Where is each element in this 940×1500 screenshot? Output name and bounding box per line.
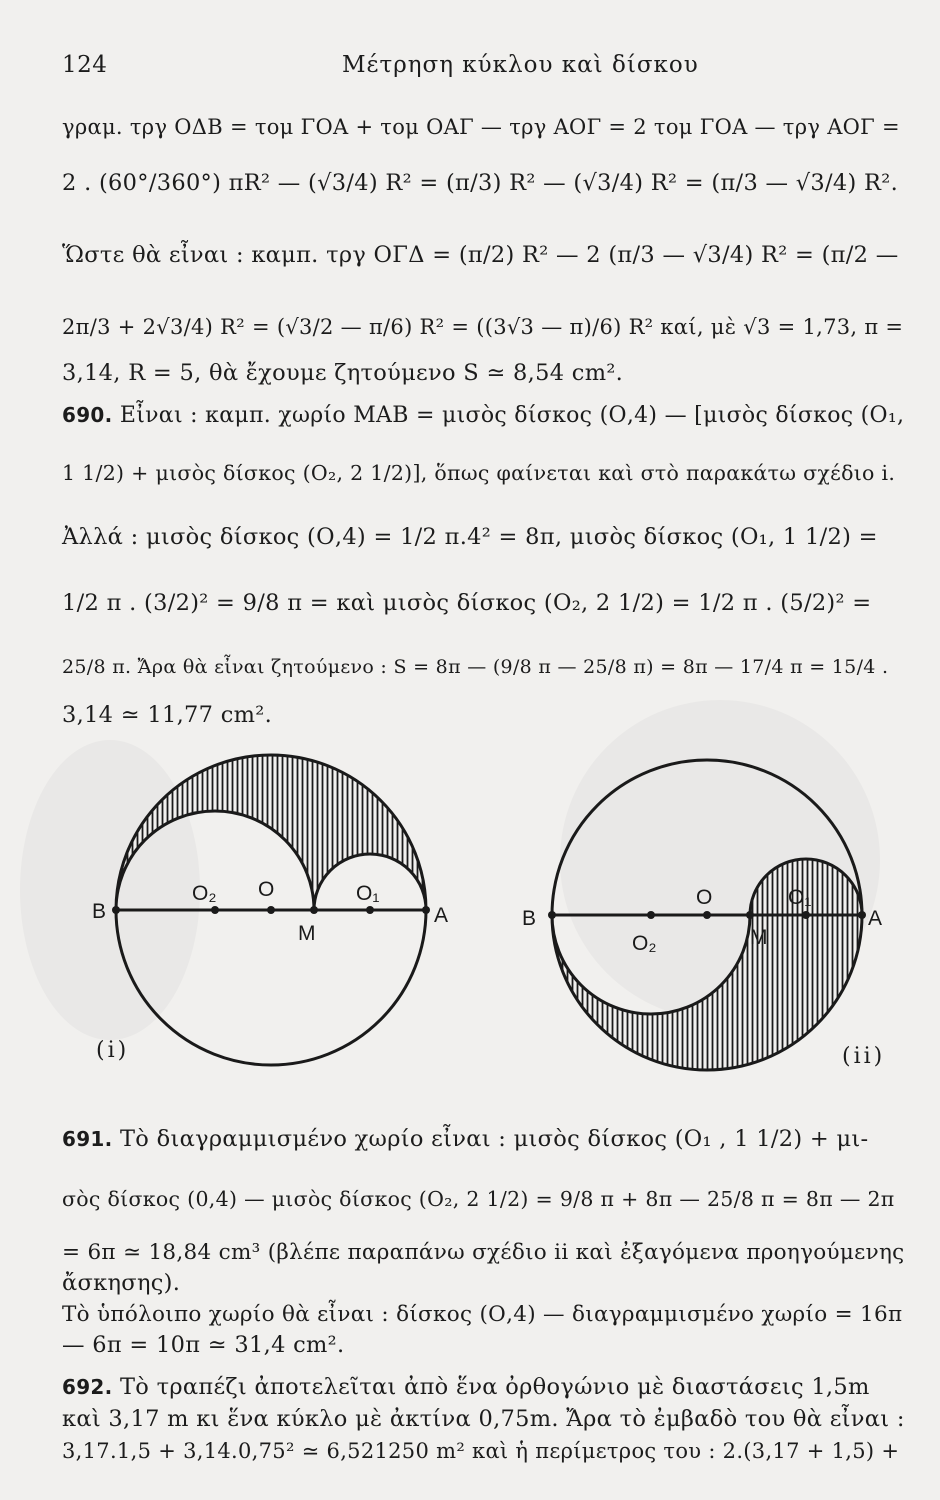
label-b: B bbox=[522, 907, 537, 930]
label-m: M bbox=[298, 922, 316, 945]
running-title: Μέτρηση κύκλου καὶ δίσκου bbox=[342, 52, 699, 78]
page-number: 124 bbox=[62, 52, 108, 78]
page-header bbox=[62, 52, 900, 88]
semicircle-figures bbox=[0, 740, 940, 1080]
label-o: O bbox=[696, 886, 713, 909]
text-line: 3,14 ≃ 11,77 cm². bbox=[62, 702, 273, 728]
point-b bbox=[112, 906, 120, 914]
problem-690-first-line bbox=[62, 400, 907, 431]
label-a: A bbox=[434, 904, 449, 927]
point-o1 bbox=[366, 906, 374, 914]
text-line: 1 1/2) + μισὸς δίσκος (Ο₂, 2 1/2)], ὅπως φαίνεται καὶ στὸ παρακάτω σχέδιο i. bbox=[62, 461, 896, 485]
text-line: Τὸ τραπέζι ἀποτελεῖται ἀπὸ ἕνα ὀρθογώνιο μὲ διαστάσεις 1,5m bbox=[120, 1374, 870, 1400]
figure-ii bbox=[522, 760, 882, 1070]
text-line: ἄσκησης). bbox=[62, 1270, 181, 1296]
label-o2: O₂ bbox=[192, 882, 217, 905]
problem-number-690: 690. bbox=[62, 403, 113, 427]
point-m bbox=[310, 906, 318, 914]
figure-caption-i: (i) bbox=[96, 1038, 130, 1063]
point-a bbox=[858, 911, 866, 919]
text-line: Ὥστε θὰ εἶναι : καμπ. τργ ΟΓΔ = (π/2) R² — 2 (π/3 — √3/4) R² = (π/2 — bbox=[62, 242, 899, 268]
text-line: Ἀλλά : μισὸς δίσκος (Ο,4) = 1/2 π.4² = 8π, μισὸς δίσκος (Ο₁, 1 1/2) = bbox=[62, 524, 878, 550]
problem-number-691: 691. bbox=[62, 1127, 113, 1151]
label-o1: O₁ bbox=[788, 886, 812, 909]
text-line: 3,14, R = 5, θὰ ἔχουμε ζητούμενο S ≃ 8,54 cm². bbox=[62, 360, 624, 386]
lower-semicircle bbox=[116, 910, 426, 1065]
point-o2 bbox=[211, 906, 219, 914]
text-line: = 6π ≃ 18,84 cm³ (βλέπε παραπάνω σχέδιο ii καὶ ἐξαγόμενα προηγούμενης bbox=[62, 1240, 905, 1265]
figure-i bbox=[92, 755, 448, 1065]
point-o bbox=[267, 906, 275, 914]
point-a bbox=[422, 906, 430, 914]
text-line: σὸς δίσκος (0,4) — μισὸς δίσκος (Ο₂, 2 1/2) = 9/8 π + 8π — 25/8 π = 8π — 2π bbox=[62, 1187, 895, 1211]
figure-caption-ii: (ii) bbox=[842, 1044, 886, 1069]
point-o2 bbox=[647, 911, 655, 919]
text-line: 2 . (60°/360°) πR² — (√3/4) R² = (π/3) R² — (√3/4) R² = (π/3 — √3/4) R². bbox=[62, 170, 899, 196]
label-b: B bbox=[92, 900, 107, 923]
label-o1: O₁ bbox=[356, 882, 380, 905]
problem-692-first-line bbox=[62, 1372, 907, 1402]
text-line: Τὸ διαγραμμισμένο χωρίο εἶναι : μισὸς δίσκος (Ο₁ , 1 1/2) + μι- bbox=[120, 1126, 869, 1152]
text-line: 3,17.1,5 + 3,14.0,75² ≃ 6,521250 m² καὶ ἡ περίμετρος του : 2.(3,17 + 1,5) + bbox=[62, 1439, 900, 1463]
text-line: 1/2 π . (3/2)² = 9/8 π = καὶ μισὸς δίσκος (Ο₂, 2 1/2) = 1/2 π . (5/2)² = bbox=[62, 590, 872, 616]
label-o: O bbox=[258, 878, 275, 901]
text-line: 25/8 π. Ἄρα θὰ εἶναι ζητούμενο : S = 8π — (9/8 π — 25/8 π) = 8π — 17/4 π = 15/4 . bbox=[62, 656, 889, 678]
problem-number-692: 692. bbox=[62, 1375, 113, 1399]
text-line: Τὸ ὑπόλοιπο χωρίο θὰ εἶναι : δίσκος (Ο,4) — διαγραμμισμένο χωρίο = 16π bbox=[62, 1302, 903, 1327]
text-line: καὶ 3,17 m κι ἕνα κύκλο μὲ ἀκτίνα 0,75m. Ἄρα τὸ ἐμβαδὸ του θὰ εἶναι : bbox=[62, 1406, 905, 1432]
point-o1 bbox=[802, 911, 810, 919]
label-m: M bbox=[750, 926, 768, 949]
problem-691-first-line bbox=[62, 1124, 907, 1154]
point-o bbox=[703, 911, 711, 919]
text-line: γραμ. τργ ΟΔΒ = τομ ΓΟΑ + τομ ΟΑΓ — τργ ΑΟΓ = 2 τομ ΓΟΑ — τργ ΑΟΓ = bbox=[62, 115, 900, 139]
label-o2: O₂ bbox=[632, 932, 657, 955]
point-b bbox=[548, 911, 556, 919]
label-a: A bbox=[868, 907, 883, 930]
text-line: — 6π = 10π ≃ 31,4 cm². bbox=[62, 1332, 345, 1358]
text-line: 2π/3 + 2√3/4) R² = (√3/2 — π/6) R² = ((3√3 — π)/6) R² καί, μὲ √3 = 1,73, π = bbox=[62, 315, 904, 339]
text-line: Εἶναι : καμπ. χωρίο ΜΑΒ = μισὸς δίσκος (Ο,4) — [μισὸς δίσκος (Ο₁, bbox=[119, 403, 905, 428]
point-m bbox=[746, 911, 754, 919]
